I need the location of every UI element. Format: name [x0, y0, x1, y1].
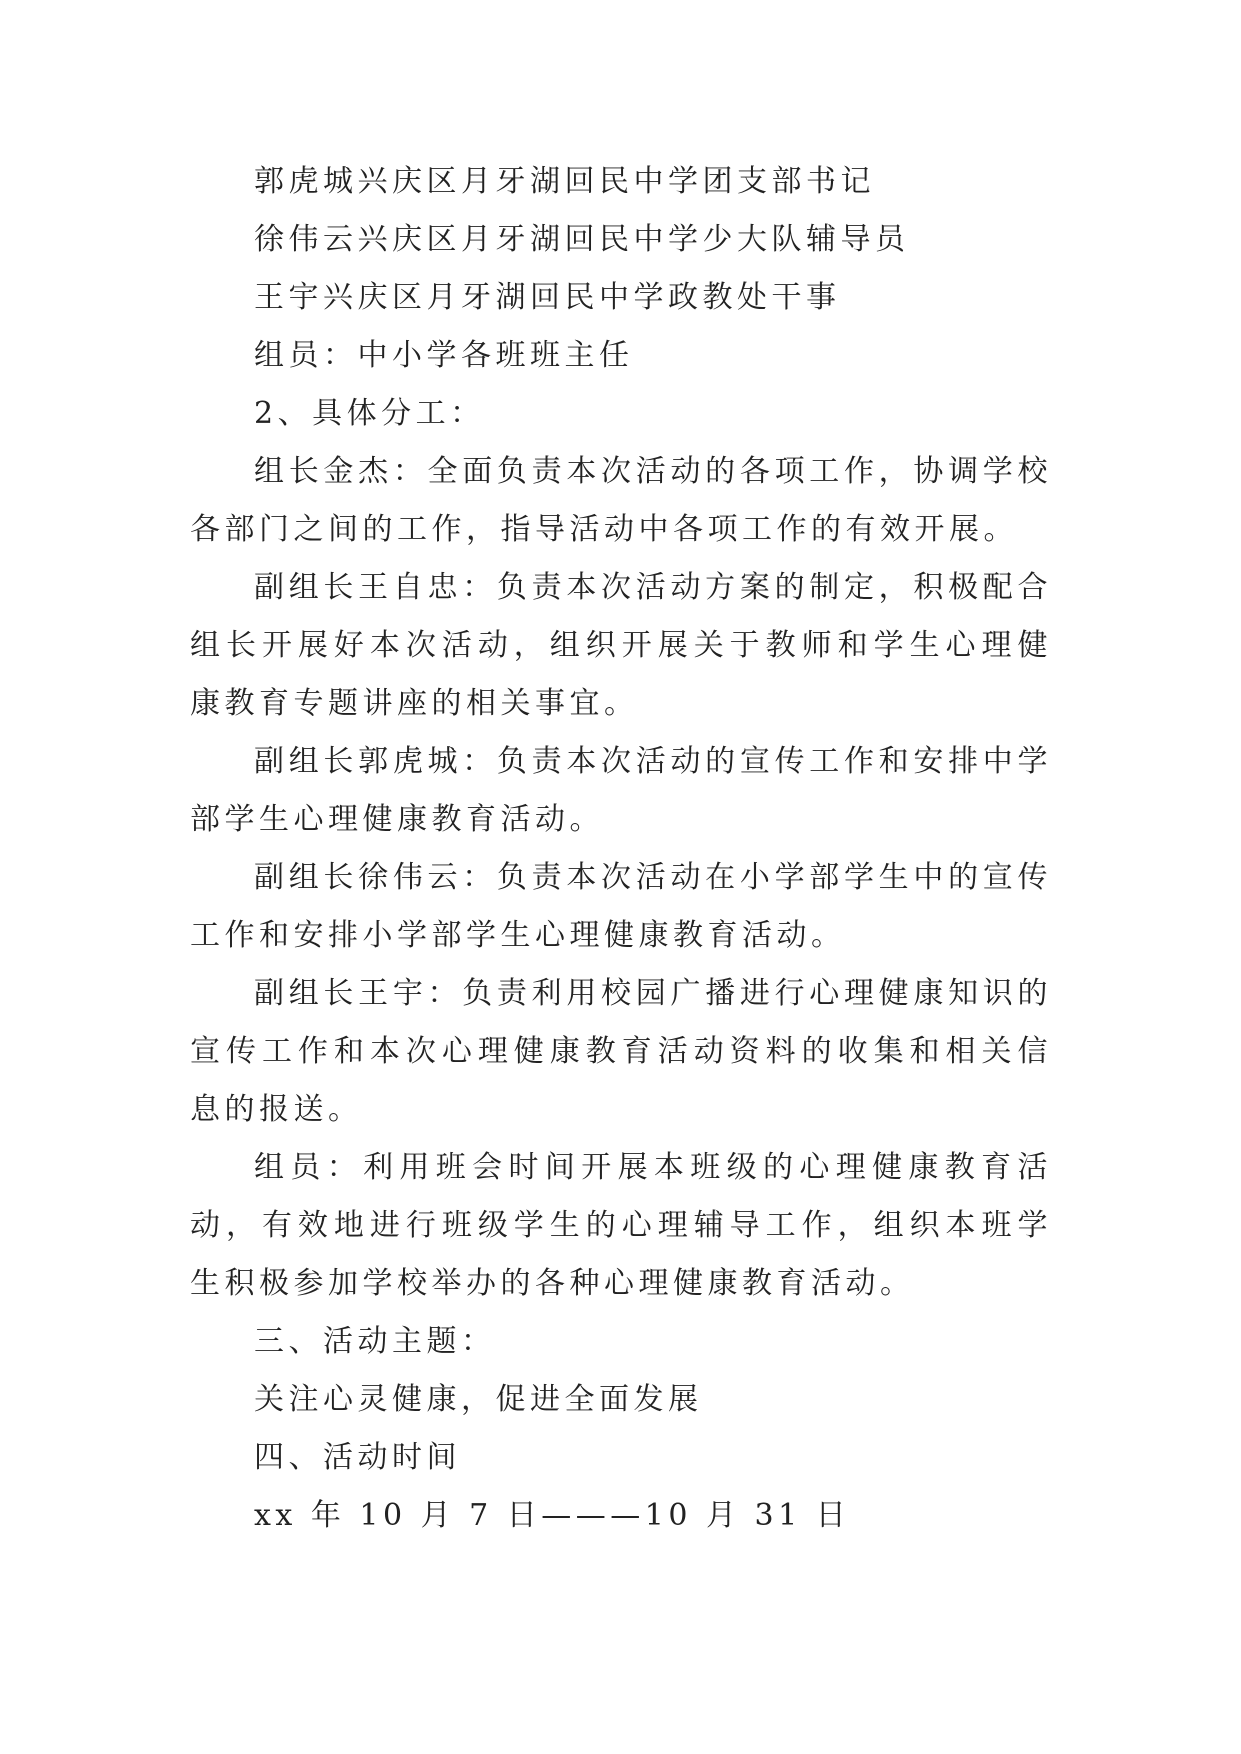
paragraph-members: 组员：中小学各班班主任 — [254, 338, 634, 373]
paragraph-deputy-wang-yu-duties: 副组长王宇：负责利用校园广播进行心理健康知识的宣传工作和本次心理健康教育活动资料的收集和相关信息的报送。 — [190, 976, 1052, 1127]
paragraph-deputy-wang: 王宇兴庆区月牙湖回民中学政教处干事 — [254, 280, 841, 315]
section-heading-division-of-work: 2、具体分工： — [254, 396, 485, 431]
section-heading-theme: 三、活动主题： — [254, 1324, 496, 1359]
paragraph-deputy-xu: 徐伟云兴庆区月牙湖回民中学少大队辅导员 — [254, 222, 910, 257]
section-heading-time: 四、活动时间 — [254, 1440, 461, 1475]
paragraph-time: xx 年 10 月 7 日———10 月 31 日 — [254, 1498, 851, 1533]
paragraph-deputy-wang-zizhong-duties: 副组长王自忠：负责本次活动方案的制定，积极配合组长开展好本次活动，组织开展关于教师和学生心理健康教育专题讲座的相关事宜。 — [190, 570, 1052, 721]
document-body — [190, 153, 1052, 1545]
paragraph-members-duties: 组员：利用班会时间开展本班级的心理健康教育活动，有效地进行班级学生的心理辅导工作，组织本班学生积极参加学校举办的各种心理健康教育活动。 — [190, 1150, 1052, 1301]
paragraph-theme: 关注心灵健康，促进全面发展 — [254, 1382, 703, 1417]
paragraph-deputy-guo-duties: 副组长郭虎城：负责本次活动的宣传工作和安排中学部学生心理健康教育活动。 — [190, 744, 1052, 837]
paragraph-deputy-guo: 郭虎城兴庆区月牙湖回民中学团支部书记 — [254, 164, 875, 199]
paragraph-leader-duties: 组长金杰：全面负责本次活动的各项工作，协调学校各部门之间的工作，指导活动中各项工作的有效开展。 — [190, 454, 1052, 547]
paragraph-deputy-xu-duties: 副组长徐伟云：负责本次活动在小学部学生中的宣传工作和安排小学部学生心理健康教育活动。 — [190, 860, 1052, 953]
